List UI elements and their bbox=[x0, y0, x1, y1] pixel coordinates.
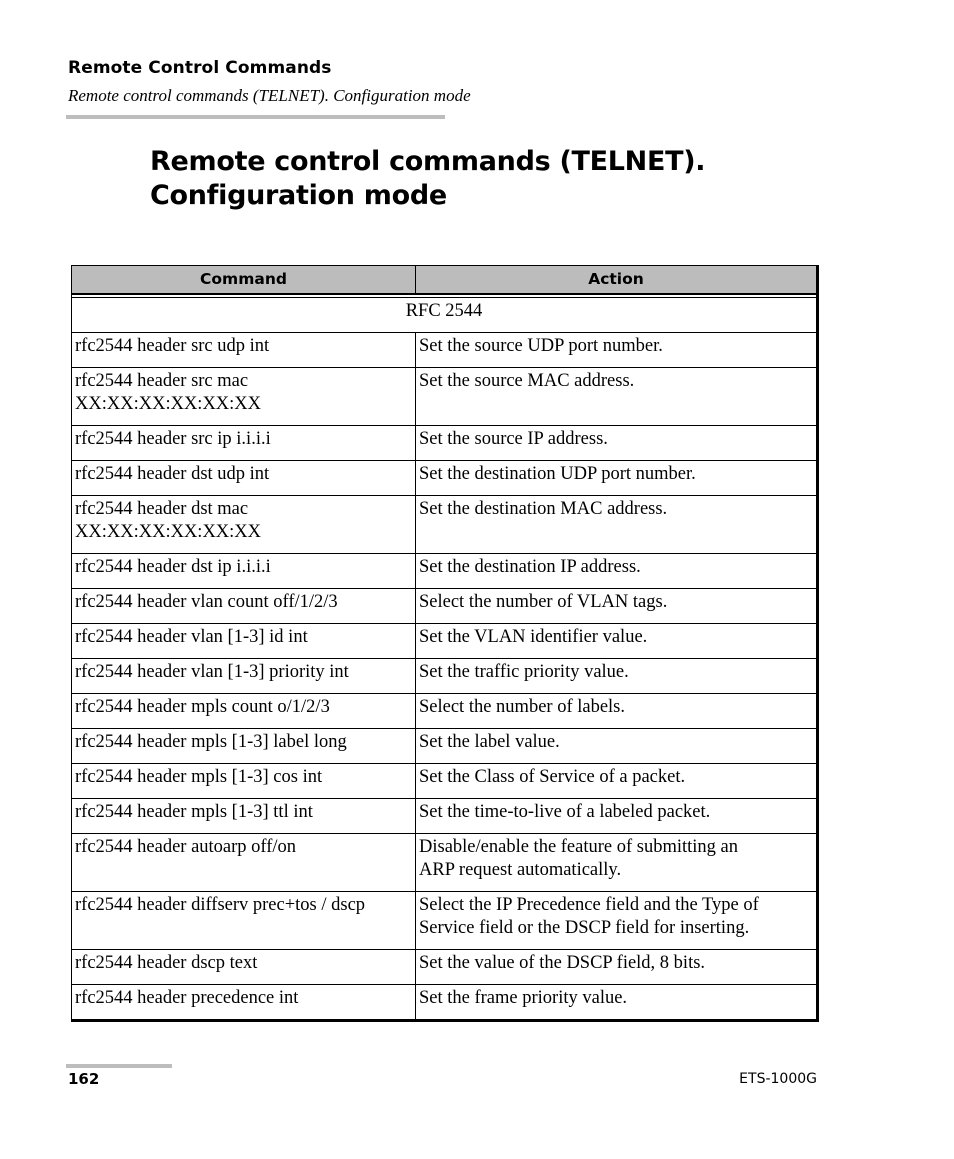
command-cell bbox=[72, 659, 416, 694]
command-cell bbox=[72, 694, 416, 729]
table-row bbox=[72, 764, 818, 799]
command-text: rfc2544 header src ip i.i.i.i bbox=[75, 429, 271, 449]
page-number: 162 bbox=[68, 1070, 100, 1088]
action-cell bbox=[416, 892, 818, 950]
table-row bbox=[72, 554, 818, 589]
command-text: rfc2544 header autoarp off/on bbox=[75, 837, 297, 857]
section-label: RFC 2544 bbox=[72, 298, 818, 333]
command-text: rfc2544 header mpls [1-3] label long bbox=[75, 732, 347, 752]
table-header-row bbox=[72, 266, 818, 295]
command-cell bbox=[72, 985, 416, 1021]
action-text: Set the value of the DSCP field, 8 bits. bbox=[419, 953, 706, 973]
header-rule bbox=[66, 115, 445, 119]
command-cell bbox=[72, 461, 416, 496]
command-text: rfc2544 header mpls [1-3] cos int bbox=[75, 767, 323, 787]
running-head bbox=[68, 57, 471, 106]
action-cell bbox=[416, 333, 818, 368]
table-row bbox=[72, 624, 818, 659]
table-row bbox=[72, 659, 818, 694]
column-header-command: Command bbox=[72, 266, 416, 295]
action-text: Select the number of VLAN tags. bbox=[419, 592, 668, 612]
command-cell bbox=[72, 950, 416, 985]
command-text: rfc2544 header dst ip i.i.i.i bbox=[75, 557, 271, 577]
table-body bbox=[72, 294, 818, 1021]
table-row bbox=[72, 799, 818, 834]
action-cell bbox=[416, 659, 818, 694]
command-text: rfc2544 header vlan [1-3] id int bbox=[75, 627, 308, 647]
action-text: Set the destination UDP port number. bbox=[419, 464, 696, 484]
action-text: Select the IP Precedence field and the Type of bbox=[419, 895, 759, 915]
action-text: Set the Class of Service of a packet. bbox=[419, 767, 686, 787]
action-text: Set the VLAN identifier value. bbox=[419, 627, 648, 647]
command-cell bbox=[72, 554, 416, 589]
column-header-action: Action bbox=[416, 266, 818, 295]
command-cell bbox=[72, 333, 416, 368]
footer-rule bbox=[66, 1064, 172, 1068]
command-cell bbox=[72, 764, 416, 799]
action-cell bbox=[416, 624, 818, 659]
action-text: Set the source IP address. bbox=[419, 429, 608, 449]
command-text: rfc2544 header vlan [1-3] priority int bbox=[75, 662, 349, 682]
command-cell bbox=[72, 589, 416, 624]
action-text: Select the number of labels. bbox=[419, 697, 626, 717]
action-text: Set the destination MAC address. bbox=[419, 499, 668, 519]
action-cell bbox=[416, 496, 818, 554]
command-cell bbox=[72, 892, 416, 950]
command-text: rfc2544 header mpls [1-3] ttl int bbox=[75, 802, 313, 822]
command-text: rfc2544 header dst udp int bbox=[75, 464, 270, 484]
table-row bbox=[72, 333, 818, 368]
table-row bbox=[72, 694, 818, 729]
command-text: rfc2544 header dscp text bbox=[75, 953, 258, 973]
action-cell bbox=[416, 799, 818, 834]
page-title bbox=[150, 145, 850, 213]
command-cell bbox=[72, 624, 416, 659]
action-text: Service field or the DSCP field for inserting. bbox=[419, 918, 750, 938]
command-cell bbox=[72, 496, 416, 554]
action-cell bbox=[416, 426, 818, 461]
table-row bbox=[72, 729, 818, 764]
action-cell bbox=[416, 764, 818, 799]
table-row bbox=[72, 426, 818, 461]
command-text: rfc2544 header precedence int bbox=[75, 988, 299, 1008]
command-text: XX:XX:XX:XX:XX:XX bbox=[75, 522, 262, 542]
command-cell bbox=[72, 729, 416, 764]
action-text: Set the time-to-live of a labeled packet. bbox=[419, 802, 711, 822]
action-cell bbox=[416, 950, 818, 985]
command-text: rfc2544 header src udp int bbox=[75, 336, 270, 356]
command-cell bbox=[72, 799, 416, 834]
command-cell bbox=[72, 368, 416, 426]
section-subtitle: Remote control commands (TELNET). Configuration mode bbox=[68, 86, 471, 105]
command-table bbox=[71, 265, 819, 1022]
action-text: Set the source UDP port number. bbox=[419, 336, 663, 356]
table-row bbox=[72, 496, 818, 554]
action-cell bbox=[416, 368, 818, 426]
action-text: Set the destination IP address. bbox=[419, 557, 641, 577]
command-text: XX:XX:XX:XX:XX:XX bbox=[75, 394, 262, 414]
action-cell bbox=[416, 985, 818, 1021]
command-cell bbox=[72, 834, 416, 892]
table-row bbox=[72, 461, 818, 496]
table-row bbox=[72, 834, 818, 892]
action-cell bbox=[416, 589, 818, 624]
command-text: rfc2544 header diffserv prec+tos / dscp bbox=[75, 895, 366, 915]
action-text: Set the frame priority value. bbox=[419, 988, 628, 1008]
table-section-row bbox=[72, 298, 818, 333]
action-cell bbox=[416, 461, 818, 496]
action-cell bbox=[416, 834, 818, 892]
action-cell bbox=[416, 729, 818, 764]
product-name: ETS-1000G bbox=[739, 1071, 817, 1087]
table-row bbox=[72, 985, 818, 1021]
action-cell bbox=[416, 554, 818, 589]
action-cell bbox=[416, 694, 818, 729]
chapter-title: Remote Control Commands bbox=[68, 58, 332, 78]
page-title-line: Configuration mode bbox=[150, 180, 447, 211]
action-text: Set the source MAC address. bbox=[419, 371, 635, 391]
page-title-line: Remote control commands (TELNET). bbox=[150, 146, 706, 177]
command-text: rfc2544 header src mac bbox=[75, 371, 249, 391]
command-text: rfc2544 header mpls count o/1/2/3 bbox=[75, 697, 330, 717]
command-text: rfc2544 header dst mac bbox=[75, 499, 249, 519]
table-row bbox=[72, 589, 818, 624]
action-text: Set the label value. bbox=[419, 732, 560, 752]
command-text: rfc2544 header vlan count off/1/2/3 bbox=[75, 592, 338, 612]
command-cell bbox=[72, 426, 416, 461]
action-text: Disable/enable the feature of submitting an bbox=[419, 837, 739, 857]
table-row bbox=[72, 892, 818, 950]
action-text: Set the traffic priority value. bbox=[419, 662, 629, 682]
action-text: ARP request automatically. bbox=[419, 860, 622, 880]
table-row bbox=[72, 950, 818, 985]
table-row bbox=[72, 368, 818, 426]
